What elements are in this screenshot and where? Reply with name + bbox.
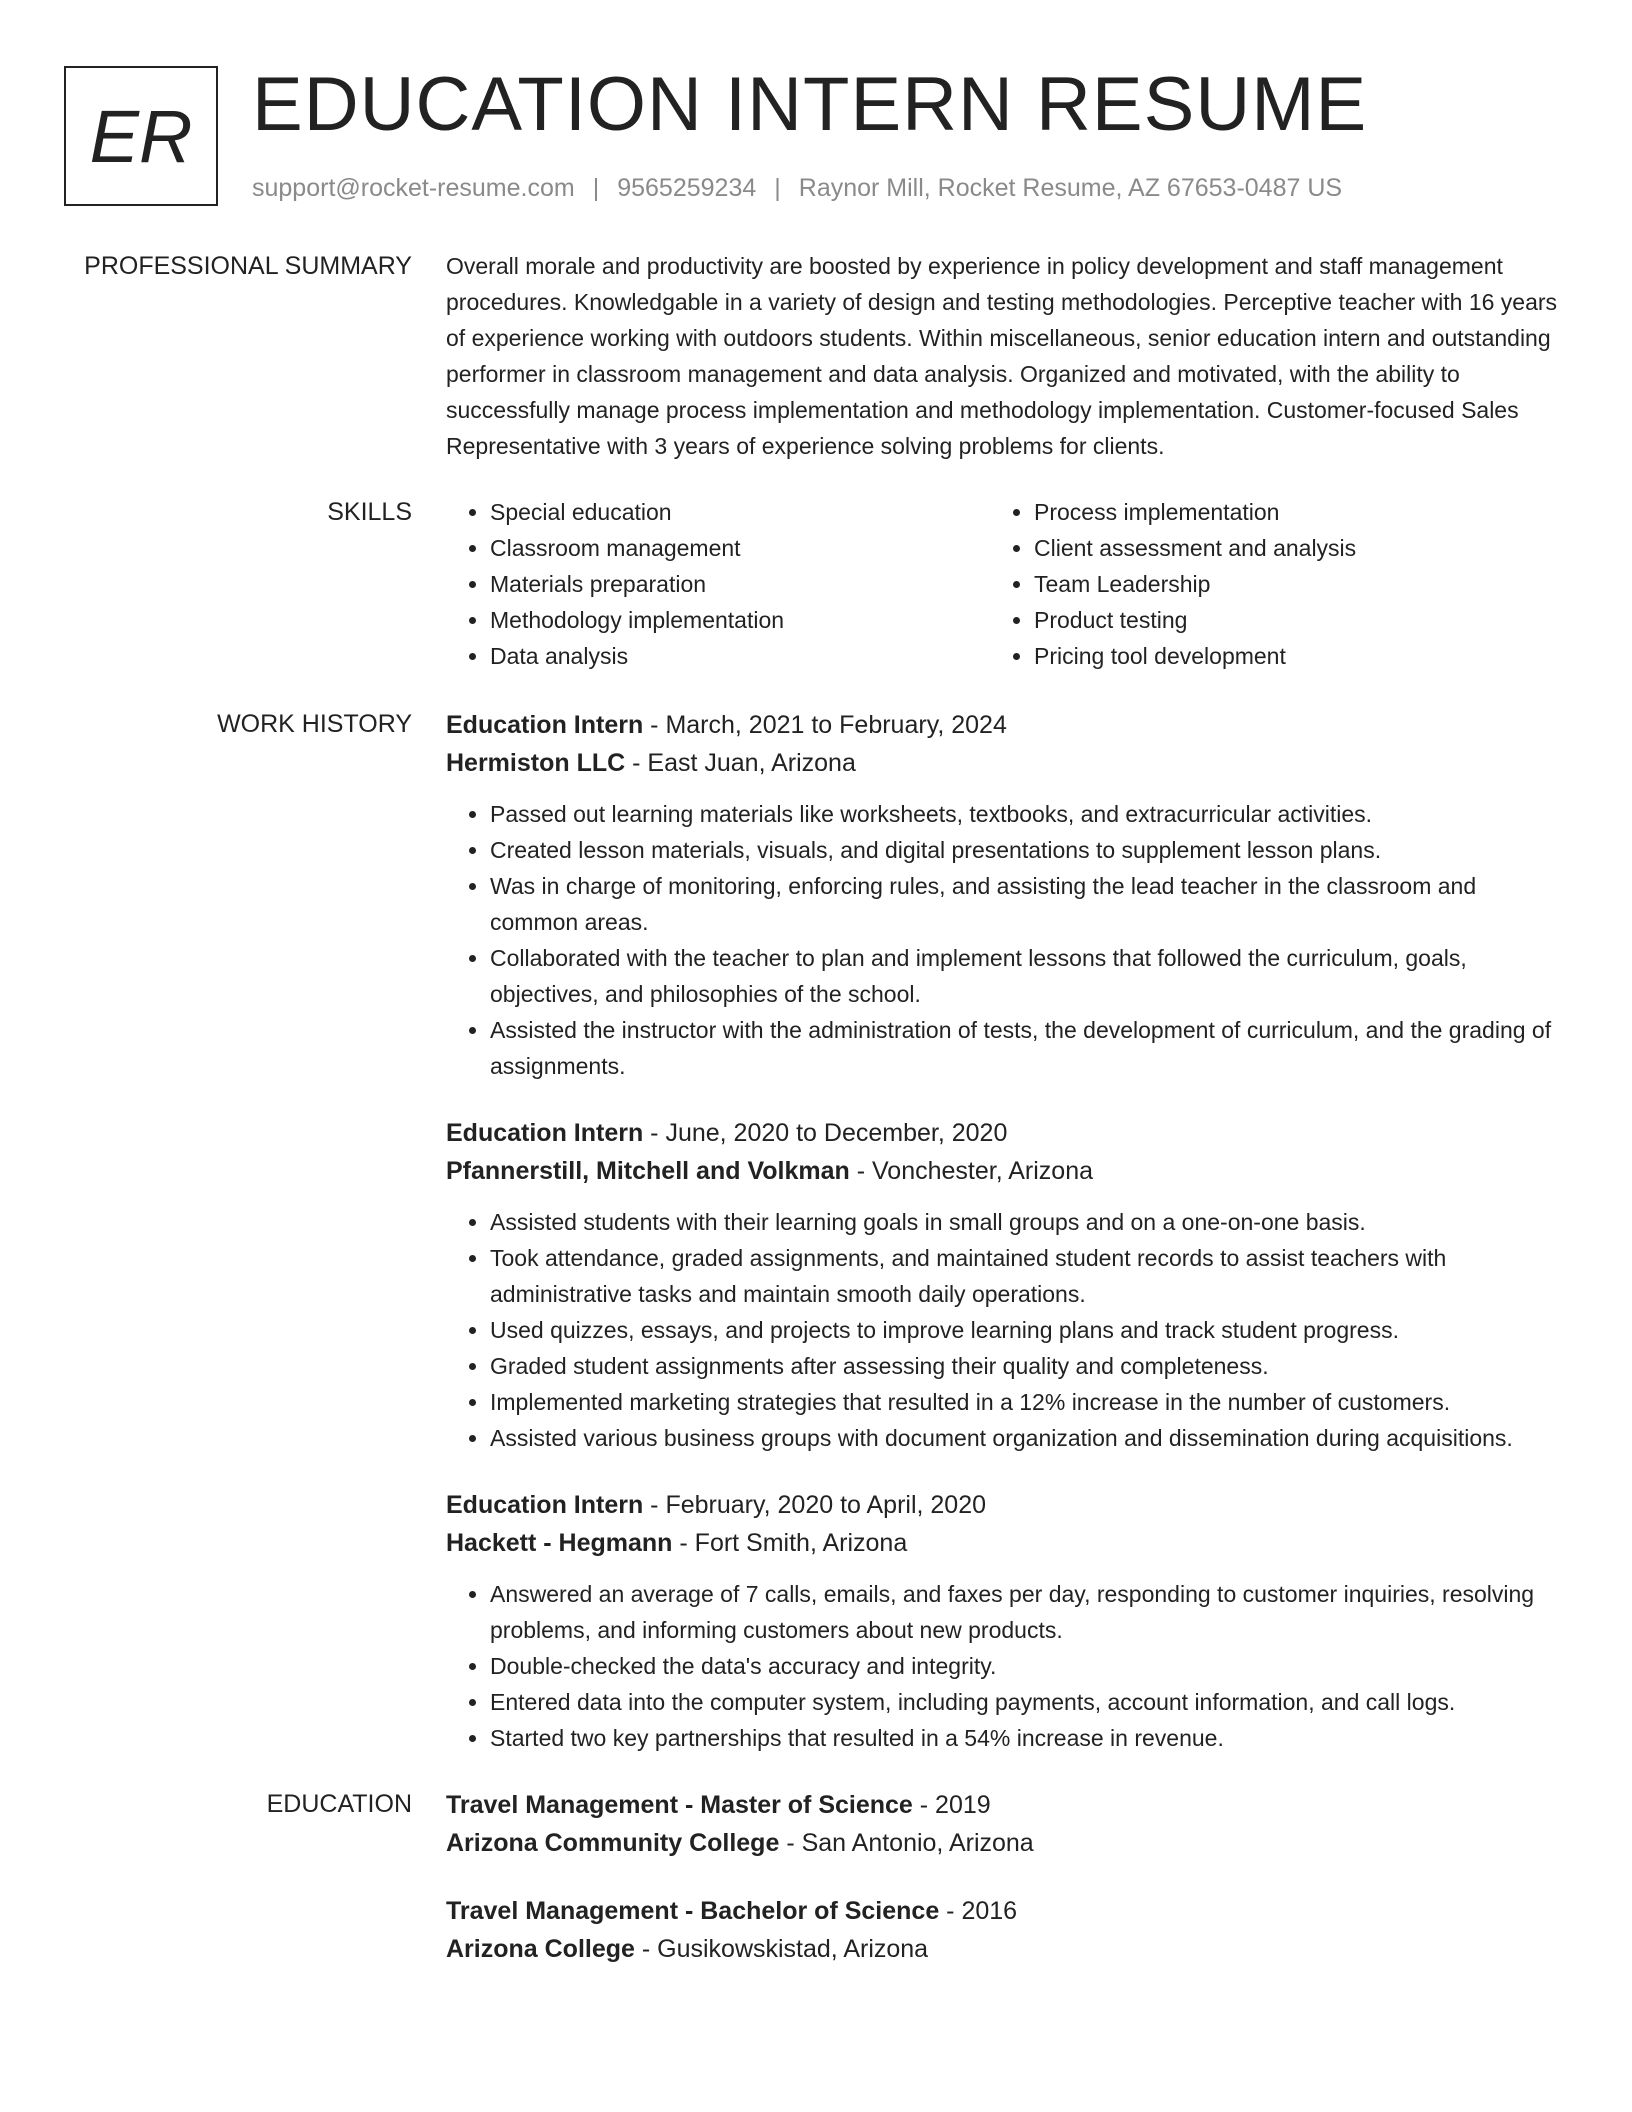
job-duty: • Created lesson materials, visuals, and digital presentations to supplement lesson plans. bbox=[490, 832, 1566, 868]
job-title-line bbox=[446, 1486, 1566, 1524]
job-company: Hermiston LLC bbox=[446, 749, 626, 777]
job-duties bbox=[446, 1204, 1566, 1456]
job-title-line bbox=[446, 1114, 1566, 1152]
job-location: - East Juan, Arizona bbox=[625, 749, 856, 777]
job-company-line bbox=[446, 744, 1566, 782]
summary-text: Overall morale and productivity are boosted by experience in policy development and staff management procedures. Knowledgable in a variety of design and testing methodologies. Perceptive teacher with 16 years of experience working with outdoors students. Within miscellaneous, senior education intern and outstanding performer in classroom management and data analysis. Organized and motivated, with the ability to successfully manage process implementation and methodology implementation. Customer-focused Sales Representative with 3 years of experience solving problems for clients. bbox=[446, 253, 1558, 459]
skill-item: • Classroom management bbox=[490, 530, 990, 566]
education-degree-line bbox=[446, 1892, 1566, 1930]
skill-item: • Product testing bbox=[1034, 602, 1534, 638]
education-section bbox=[0, 1786, 1632, 1968]
job-duty: • Assisted the instructor with the administration of tests, the development of curriculum, and the grading of assignments. bbox=[490, 1012, 1566, 1084]
resume-header bbox=[0, 62, 1632, 232]
contact-phone: 9565259234 bbox=[617, 174, 757, 202]
job-dates: - February, 2020 to April, 2020 bbox=[643, 1491, 987, 1519]
job-title: Education Intern bbox=[446, 711, 644, 739]
job-title: Education Intern bbox=[446, 1119, 644, 1147]
education-school: Arizona Community College bbox=[446, 1829, 780, 1857]
skill-item: • Methodology implementation bbox=[490, 602, 990, 638]
summary-section bbox=[0, 248, 1632, 464]
education-entry bbox=[446, 1786, 1566, 1862]
job-duty: • Was in charge of monitoring, enforcing rules, and assisting the lead teacher in the classroom and common areas. bbox=[490, 868, 1566, 940]
section-label-work: WORK HISTORY bbox=[217, 710, 412, 738]
education-school-line bbox=[446, 1930, 1566, 1968]
job-entry bbox=[446, 1114, 1566, 1456]
job-title: Education Intern bbox=[446, 1491, 644, 1519]
contact-separator: | bbox=[592, 174, 600, 202]
skills-grid bbox=[446, 494, 1566, 674]
job-duty: • Assisted students with their learning goals in small groups and on a one-on-one basis. bbox=[490, 1204, 1566, 1240]
skill-item: • Pricing tool development bbox=[1034, 638, 1534, 674]
skill-item: • Client assessment and analysis bbox=[1034, 530, 1534, 566]
education-location: - San Antonio, Arizona bbox=[779, 1829, 1034, 1857]
job-duties bbox=[446, 1576, 1566, 1756]
job-company: Pfannerstill, Mitchell and Volkman bbox=[446, 1157, 850, 1185]
job-duty: • Implemented marketing strategies that resulted in a 12% increase in the number of customers. bbox=[490, 1384, 1566, 1420]
job-duty: • Double-checked the data's accuracy and integrity. bbox=[490, 1648, 1566, 1684]
education-school-line bbox=[446, 1824, 1566, 1862]
job-duty: • Used quizzes, essays, and projects to improve learning plans and track student progress. bbox=[490, 1312, 1566, 1348]
education-location: - Gusikowskistad, Arizona bbox=[634, 1935, 929, 1963]
education-year: - 2016 bbox=[939, 1897, 1018, 1925]
work-section bbox=[0, 706, 1632, 1756]
section-label-summary: PROFESSIONAL SUMMARY bbox=[84, 252, 412, 280]
job-location: - Fort Smith, Arizona bbox=[672, 1529, 908, 1557]
monogram: ER bbox=[64, 66, 218, 206]
job-duty: • Started two key partnerships that resulted in a 54% increase in revenue. bbox=[490, 1720, 1566, 1756]
job-company-line bbox=[446, 1152, 1566, 1190]
section-label-skills: SKILLS bbox=[327, 498, 412, 526]
education-school: Arizona College bbox=[446, 1935, 635, 1963]
education-body bbox=[446, 1786, 1566, 1968]
job-duty: • Assisted various business groups with document organization and dissemination during acquisitions. bbox=[490, 1420, 1566, 1456]
education-degree: Travel Management - Bachelor of Science bbox=[446, 1897, 940, 1925]
job-dates: - March, 2021 to February, 2024 bbox=[643, 711, 1007, 739]
job-company-line bbox=[446, 1524, 1566, 1562]
job-duty: • Took attendance, graded assignments, and maintained student records to assist teachers with administrative tasks and maintain smooth daily operations. bbox=[490, 1240, 1566, 1312]
skills-list-right bbox=[990, 494, 1534, 674]
education-year: - 2019 bbox=[912, 1791, 991, 1819]
resume-title: EDUCATION INTERN RESUME bbox=[252, 62, 1368, 147]
job-duty: • Passed out learning materials like worksheets, textbooks, and extracurricular activities. bbox=[490, 796, 1566, 832]
skills-section bbox=[0, 494, 1632, 674]
job-entry bbox=[446, 706, 1566, 1084]
skill-item: • Special education bbox=[490, 494, 990, 530]
contact-address: Raynor Mill, Rocket Resume, AZ 67653-0487 US bbox=[798, 174, 1343, 202]
job-duty: • Answered an average of 7 calls, emails, and faxes per day, responding to customer inquiries, resolving problems, and informing customers about new products. bbox=[490, 1576, 1566, 1648]
education-degree-line bbox=[446, 1786, 1566, 1824]
work-body bbox=[446, 706, 1566, 1756]
skill-item: • Team Leadership bbox=[1034, 566, 1534, 602]
education-degree: Travel Management - Master of Science bbox=[446, 1791, 913, 1819]
contact-separator: | bbox=[774, 174, 781, 202]
summary-body bbox=[446, 248, 1566, 464]
job-title-line bbox=[446, 706, 1566, 744]
job-duties bbox=[446, 796, 1566, 1084]
skills-list-left bbox=[446, 494, 990, 674]
job-location: - Vonchester, Arizona bbox=[849, 1157, 1093, 1185]
skill-item: • Process implementation bbox=[1034, 494, 1534, 530]
job-company: Hackett - Hegmann bbox=[446, 1529, 673, 1557]
contact-line bbox=[252, 174, 1342, 203]
education-entry bbox=[446, 1892, 1566, 1968]
job-duty: • Entered data into the computer system, including payments, account information, and call logs. bbox=[490, 1684, 1566, 1720]
skills-body bbox=[446, 494, 1566, 674]
section-label-education: EDUCATION bbox=[266, 1790, 412, 1818]
skill-item: • Data analysis bbox=[490, 638, 990, 674]
contact-email: support@rocket-resume.com bbox=[252, 174, 575, 202]
skill-item: • Materials preparation bbox=[490, 566, 990, 602]
job-dates: - June, 2020 to December, 2020 bbox=[643, 1119, 1008, 1147]
job-duty: • Graded student assignments after assessing their quality and completeness. bbox=[490, 1348, 1566, 1384]
job-entry bbox=[446, 1486, 1566, 1756]
job-duty: • Collaborated with the teacher to plan and implement lessons that followed the curriculum, goals, objectives, and philosophies of the school. bbox=[490, 940, 1566, 1012]
